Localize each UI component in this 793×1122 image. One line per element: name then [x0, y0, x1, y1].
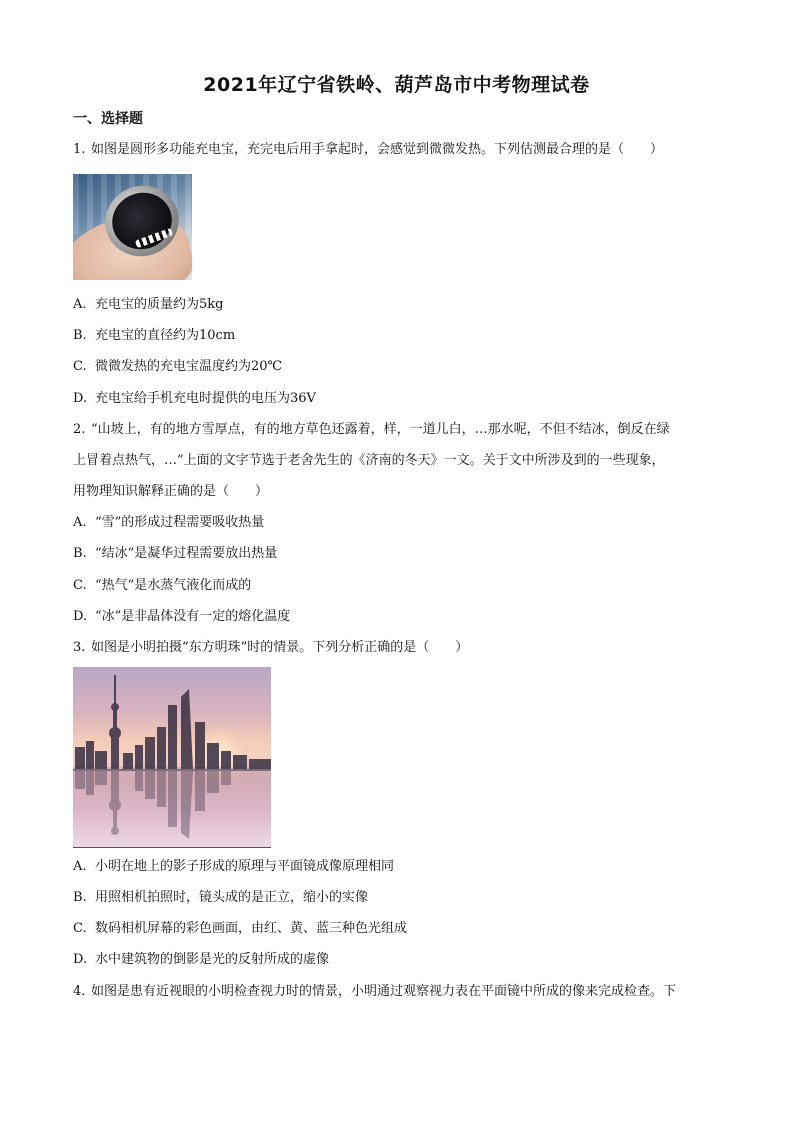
option-line: A. “雪”的形成过程需要吸收热量 — [73, 515, 265, 530]
option-line: B. 充电宝的直径约为10cm — [73, 328, 236, 343]
option-line: A. 小明在地上的影子形成的原理与平面镜成像原理相同 — [73, 859, 395, 874]
question-3-stem — [73, 639, 468, 657]
question-4-stem — [73, 983, 676, 1001]
question-number: 3. — [73, 640, 86, 655]
question-number: 1. — [73, 142, 86, 157]
question-number: 2. — [73, 422, 86, 437]
section-heading: 一、选择题 — [73, 111, 143, 127]
option-line: B. “结冰”是凝华过程需要放出热量 — [73, 546, 278, 561]
question-1-stem — [73, 141, 663, 159]
power-bank-photo — [73, 174, 192, 280]
question-text: “山坡上，有的地方雪厚点，有的地方草色还露着，样，一道儿白，…那水呢，不但不结冰，倒反在绿 — [91, 422, 670, 437]
option-line: C. 微微发热的充电宝温度约为20℃ — [73, 359, 283, 374]
question-text: 如图是小明拍摄“东方明珠”时的情景。下列分析正确的是（ ） — [91, 640, 469, 655]
option-line: C. 数码相机屏幕的彩色画面，由红、黄、蓝三种色光组成 — [73, 921, 408, 936]
question-text-continued: 用物理知识解释正确的是（ ） — [73, 484, 269, 499]
question-number: 4. — [73, 984, 86, 999]
oriental-pearl-skyline-photo — [73, 667, 271, 848]
skyline-silhouette — [73, 667, 271, 847]
question-2-stem — [73, 421, 670, 439]
option-line: D. 水中建筑物的倒影是光的反射所成的虚像 — [73, 952, 330, 967]
option-line: D. “冰”是非晶体没有一定的熔化温度 — [73, 609, 291, 624]
question-text: 如图是患有近视眼的小明检查视力时的情景，小明通过观察视力表在平面镜中所成的像来完成检查。下 — [91, 984, 677, 999]
exam-title: 2021年辽宁省铁岭、葫芦岛市中考物理试卷 — [203, 74, 590, 96]
option-line: A. 充电宝的质量约为5kg — [73, 297, 224, 312]
question-text-continued: 上冒着点热气，…”上面的文字节选于老舍先生的《济南的冬天》一文。关于文中所涉及到的一些现象， — [73, 453, 665, 468]
option-line: D. 充电宝给手机充电时提供的电压为36V — [73, 391, 316, 406]
question-text: 如图是圆形多功能充电宝，充完电后用手拿起时，会感觉到微微发热。下列估测最合理的是（ ） — [91, 142, 664, 157]
option-line: C. “热气”是水蒸气液化而成的 — [73, 578, 252, 593]
option-line: B. 用照相机拍照时，镜头成的是正立，缩小的实像 — [73, 890, 369, 905]
